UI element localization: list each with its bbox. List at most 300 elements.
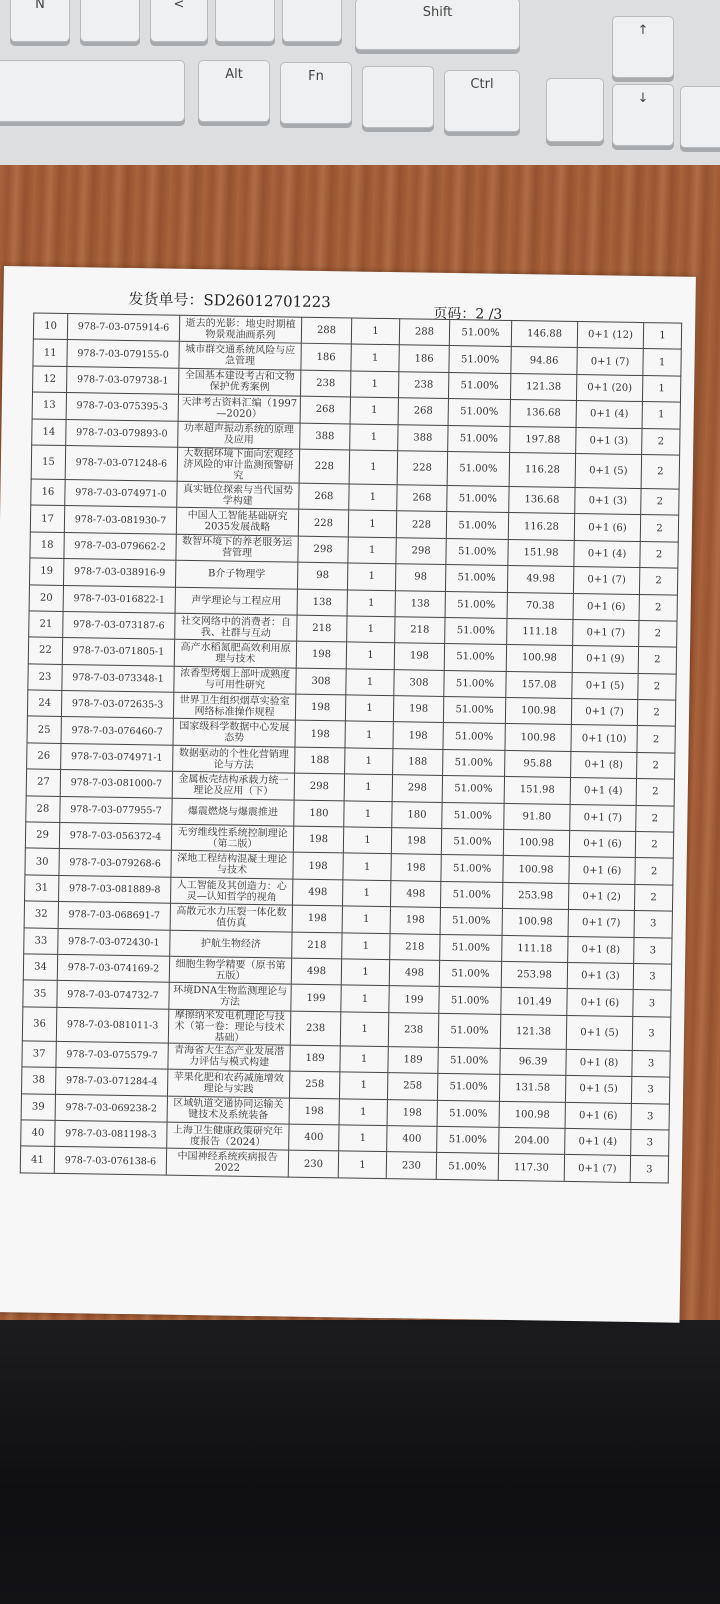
price-cell: 228	[299, 449, 350, 484]
discount-cell: 51.00%	[440, 908, 502, 935]
net-amount-cell: 136.68	[510, 400, 576, 427]
price-cell: 298	[294, 773, 344, 800]
price-cell: 308	[296, 668, 346, 695]
isbn-cell: 978-7-03-074732-7	[57, 981, 169, 1009]
title-cell: 城市群交通系统风险与应急管理	[179, 342, 301, 370]
price-cell: 268	[299, 483, 349, 510]
net-amount-cell: 100.98	[505, 698, 571, 725]
box-cell: 2	[634, 884, 672, 911]
isbn-cell: 978-7-03-056372-4	[59, 822, 171, 850]
isbn-cell: 978-7-03-073187-6	[63, 611, 175, 639]
package-cell: 0+1 (10)	[571, 725, 637, 752]
row-number: 24	[27, 690, 61, 717]
box-cell: 2	[635, 858, 673, 885]
discount-cell: 51.00%	[444, 670, 506, 697]
page-number: 页码：2 /3	[433, 305, 503, 323]
discount-cell: 51.00%	[441, 828, 503, 855]
price-cell: 230	[288, 1150, 338, 1177]
quantity-cell: 1	[345, 748, 393, 775]
title-cell: 苹果化肥和农药减施增效理论与实践	[167, 1069, 289, 1097]
amount-cell: 188	[393, 749, 443, 776]
package-cell: 0+1 (6)	[569, 830, 635, 857]
isbn-cell: 978-7-03-074971-1	[61, 743, 173, 771]
key	[10, 0, 70, 42]
quantity-cell: 1	[348, 510, 396, 537]
quantity-cell: 1	[351, 344, 399, 371]
net-amount-cell: 136.68	[509, 486, 575, 513]
row-number: 36	[22, 1007, 57, 1042]
key-label: ↓	[637, 91, 649, 106]
isbn-cell: 978-7-03-072430-1	[58, 928, 170, 956]
quantity-cell: 1	[346, 642, 394, 669]
price-cell: 198	[295, 694, 345, 721]
quantity-cell: 1	[343, 827, 391, 854]
isbn-cell: 978-7-03-079738-1	[67, 366, 179, 394]
isbn-cell: 978-7-03-079893-0	[66, 419, 178, 447]
isbn-cell: 978-7-03-081000-7	[60, 770, 172, 798]
quantity-cell: 1	[350, 397, 398, 424]
row-number: 23	[28, 664, 62, 691]
key	[355, 0, 520, 50]
amount-cell: 98	[395, 564, 445, 591]
discount-cell: 51.00%	[448, 425, 510, 452]
price-cell: 258	[289, 1071, 339, 1098]
package-cell: 0+1 (7)	[568, 910, 634, 937]
row-number: 34	[23, 954, 57, 981]
dark-floor	[0, 1320, 720, 1604]
title-cell: 深地工程结构混凝土理论与技术	[171, 851, 293, 879]
table-body	[20, 313, 681, 1183]
price-cell: 238	[300, 370, 350, 397]
discount-cell: 51.00%	[446, 512, 508, 539]
row-number: 37	[22, 1041, 56, 1068]
net-amount-cell: 100.98	[503, 829, 569, 856]
box-cell: 2	[638, 673, 676, 700]
package-cell: 0+1 (7)	[577, 348, 643, 375]
row-number: 19	[30, 558, 64, 585]
row-number: 10	[33, 313, 67, 340]
price-cell: 186	[301, 344, 351, 371]
quantity-cell: 1	[345, 695, 393, 722]
box-cell: 1	[643, 323, 681, 350]
price-cell: 98	[297, 562, 347, 589]
title-cell: 浓香型烤烟上部叶成熟度与可用性研究	[174, 666, 296, 694]
isbn-cell: 978-7-03-069238-2	[55, 1094, 167, 1122]
row-number: 32	[24, 901, 58, 928]
amount-cell: 268	[398, 398, 448, 425]
net-amount-cell: 121.38	[500, 1014, 567, 1049]
key	[198, 60, 270, 122]
key-label: Shift	[422, 5, 453, 20]
package-cell: 0+1 (5)	[566, 1015, 633, 1050]
key	[150, 0, 208, 42]
box-cell: 3	[631, 1103, 669, 1130]
package-cell: 0+1 (8)	[571, 751, 637, 778]
amount-cell: 138	[395, 590, 445, 617]
net-amount-cell: 131.58	[499, 1075, 565, 1102]
amount-cell: 186	[399, 345, 449, 372]
quantity-cell: 1	[341, 985, 389, 1012]
net-amount-cell: 146.88	[511, 320, 577, 347]
discount-cell: 51.00%	[445, 565, 507, 592]
package-cell: 0+1 (4)	[570, 778, 636, 805]
key	[215, 0, 275, 42]
amount-cell: 180	[392, 801, 442, 828]
net-amount-cell: 151.98	[504, 777, 570, 804]
amount-cell: 198	[390, 907, 440, 934]
package-cell: 0+1 (7)	[570, 804, 636, 831]
amount-cell: 198	[393, 696, 443, 723]
discount-cell: 51.00%	[437, 1126, 499, 1153]
package-cell: 0+1 (3)	[567, 962, 633, 989]
amount-cell: 498	[390, 880, 440, 907]
discount-cell: 51.00%	[446, 538, 508, 565]
net-amount-cell: 253.98	[501, 961, 567, 988]
price-cell: 198	[292, 905, 342, 932]
row-number: 21	[29, 611, 63, 638]
box-cell: 1	[643, 349, 681, 376]
amount-cell: 308	[394, 669, 444, 696]
box-cell: 2	[639, 568, 677, 595]
shipping-table	[20, 312, 682, 1183]
discount-cell: 51.00%	[439, 960, 501, 987]
box-cell: 2	[642, 428, 680, 455]
title-cell: 逝去的光影：地史时期植物景观油画系列	[179, 315, 301, 343]
title-cell: 环境DNA生物监测理论与方法	[169, 983, 291, 1011]
quantity-cell: 1	[339, 1072, 387, 1099]
box-cell: 3	[631, 1077, 669, 1104]
net-amount-cell: 111.18	[507, 618, 573, 645]
discount-cell: 51.00%	[443, 697, 505, 724]
row-number: 14	[32, 419, 66, 446]
row-number: 25	[27, 716, 61, 743]
box-cell: 2	[636, 779, 674, 806]
isbn-cell: 978-7-03-076460-7	[61, 717, 173, 745]
row-number: 20	[29, 584, 63, 611]
amount-cell: 230	[386, 1152, 436, 1179]
discount-cell: 51.00%	[444, 644, 506, 671]
key	[444, 70, 520, 132]
quantity-cell: 1	[348, 537, 396, 564]
isbn-cell: 978-7-03-081011-3	[56, 1007, 169, 1043]
net-amount-cell: 101.49	[501, 988, 567, 1015]
discount-cell: 51.00%	[448, 372, 510, 399]
box-cell: 2	[639, 620, 677, 647]
title-cell: 爆震燃烧与爆震推进	[172, 798, 294, 826]
key-label: N	[35, 0, 45, 12]
title-cell: 真实链位探索与当代国势学构建	[177, 481, 299, 509]
quantity-cell: 1	[349, 484, 397, 511]
discount-cell: 51.00%	[443, 749, 505, 776]
discount-cell: 51.00%	[443, 723, 505, 750]
package-cell: 0+1 (4)	[574, 540, 640, 567]
discount-cell: 51.00%	[437, 1100, 499, 1127]
box-cell: 2	[641, 454, 680, 489]
isbn-cell: 978-7-03-038916-9	[63, 559, 175, 587]
quantity-cell: 1	[342, 880, 390, 907]
package-cell: 0+1 (8)	[568, 936, 634, 963]
box-cell: 2	[640, 515, 678, 542]
package-cell: 0+1 (5)	[575, 453, 642, 488]
quantity-cell: 1	[350, 424, 398, 451]
row-number: 35	[23, 980, 57, 1007]
net-amount-cell: 49.98	[507, 566, 573, 593]
discount-cell: 51.00%	[447, 451, 510, 486]
amount-cell: 218	[395, 617, 445, 644]
price-cell: 198	[295, 721, 345, 748]
price-cell: 199	[291, 984, 341, 1011]
key-label: <	[173, 0, 185, 12]
key	[546, 78, 604, 142]
amount-cell: 258	[387, 1073, 437, 1100]
quantity-cell: 1	[347, 616, 395, 643]
net-amount-cell: 151.98	[508, 539, 574, 566]
package-cell: 0+1 (20)	[576, 374, 642, 401]
package-cell: 0+1 (5)	[565, 1076, 631, 1103]
discount-cell: 51.00%	[442, 802, 504, 829]
price-cell: 498	[292, 879, 342, 906]
net-amount-cell: 94.86	[511, 347, 577, 374]
row-number: 33	[24, 927, 58, 954]
quantity-cell: 1	[344, 774, 392, 801]
isbn-cell: 978-7-03-081198-3	[55, 1120, 167, 1148]
net-amount-cell: 204.00	[499, 1127, 565, 1154]
box-cell: 3	[632, 1016, 671, 1051]
price-cell: 198	[293, 853, 343, 880]
discount-cell: 51.00%	[441, 855, 503, 882]
quantity-cell: 1	[339, 1098, 387, 1125]
package-cell: 0+1 (4)	[565, 1128, 631, 1155]
title-cell: 人工智能及其创造力：心灵—认知哲学的视角	[171, 877, 293, 905]
net-amount-cell: 100.98	[506, 645, 572, 672]
price-cell: 268	[300, 396, 350, 423]
title-cell: 青海省大生态产业发展潜力评估与模式构建	[168, 1043, 290, 1071]
title-cell: 高散元水力压裂一体化数值仿真	[170, 903, 292, 931]
row-number: 22	[28, 637, 62, 664]
box-cell: 2	[637, 700, 675, 727]
title-cell: 金属板壳结构承载力统一理论及应用（下）	[172, 771, 294, 799]
row-number: 30	[25, 848, 59, 875]
box-cell: 2	[638, 647, 676, 674]
row-number: 38	[22, 1067, 56, 1094]
price-cell: 298	[298, 536, 348, 563]
net-amount-cell: 100.98	[502, 909, 568, 936]
amount-cell: 298	[396, 537, 446, 564]
title-cell: 大数据环境下面向宏观经济风险的审计监测预警研究	[177, 447, 300, 483]
key	[612, 16, 674, 78]
isbn-cell: 978-7-03-071284-4	[56, 1068, 168, 1096]
package-cell: 0+1 (9)	[572, 646, 638, 673]
amount-cell: 198	[391, 828, 441, 855]
net-amount-cell: 116.28	[509, 452, 576, 487]
discount-cell: 51.00%	[449, 320, 511, 347]
price-cell: 198	[293, 826, 343, 853]
package-cell: 0+1 (7)	[564, 1155, 630, 1182]
discount-cell: 51.00%	[445, 591, 507, 618]
quantity-cell: 1	[342, 906, 390, 933]
discount-cell: 51.00%	[448, 399, 510, 426]
box-cell: 2	[639, 594, 677, 621]
title-cell: 护航生物经济	[170, 930, 292, 958]
row-number: 12	[33, 366, 67, 393]
title-cell: 细胞生物学精要（原书第五版）	[169, 956, 291, 984]
discount-cell: 51.00%	[449, 346, 511, 373]
amount-cell: 218	[390, 933, 440, 960]
isbn-cell: 978-7-03-016822-1	[63, 585, 175, 613]
title-cell: 天津考古资料汇编（1997—2020）	[178, 394, 300, 422]
title-cell: 上海卫生健康政策研究年度报告（2024）	[167, 1122, 289, 1150]
package-cell: 0+1 (5)	[572, 672, 638, 699]
discount-cell: 51.00%	[440, 881, 502, 908]
title-cell: B介子物理学	[175, 560, 297, 588]
keyboard	[0, 0, 720, 165]
title-cell: 国家级科学数据中心发展态势	[173, 719, 295, 747]
discount-cell: 51.00%	[437, 1074, 499, 1101]
quantity-cell: 1	[344, 801, 392, 828]
title-cell: 数智环境下的养老服务运营管理	[176, 534, 298, 562]
package-cell: 0+1 (12)	[577, 322, 643, 349]
quantity-cell: 1	[341, 959, 389, 986]
package-cell: 0+1 (2)	[568, 883, 634, 910]
quantity-cell: 1	[338, 1151, 386, 1178]
amount-cell: 228	[396, 511, 446, 538]
box-cell: 3	[632, 1050, 670, 1077]
key	[362, 66, 434, 128]
net-amount-cell: 91.80	[504, 803, 570, 830]
package-cell: 0+1 (3)	[576, 427, 642, 454]
package-cell: 0+1 (6)	[567, 989, 633, 1016]
quantity-cell: 1	[346, 669, 394, 696]
amount-cell: 238	[388, 1012, 439, 1047]
isbn-cell: 978-7-03-079662-2	[64, 532, 176, 560]
price-cell: 400	[289, 1124, 339, 1151]
title-cell: 区域轨道交通协同运输关键技术及系统装备	[167, 1096, 289, 1124]
title-cell: 数据驱动的个性化营销理论与方法	[173, 745, 295, 773]
net-amount-cell: 197.88	[510, 426, 576, 453]
title-cell: 中国神经系统疾病报告2022	[166, 1148, 288, 1176]
row-number: 31	[25, 875, 59, 902]
title-cell: 社交网络中的消费者：自我、社群与互动	[175, 613, 297, 641]
price-cell: 189	[290, 1045, 340, 1072]
title-cell: 功率超声振动系统的原理及应用	[178, 421, 300, 449]
net-amount-cell: 100.98	[505, 724, 571, 751]
price-cell: 228	[298, 510, 348, 537]
isbn-cell: 978-7-03-074971-0	[65, 479, 177, 507]
net-amount-cell: 96.39	[500, 1048, 566, 1075]
order-number: 发货单号：SD26012701223	[128, 289, 331, 312]
package-cell: 0+1 (6)	[565, 1102, 631, 1129]
isbn-cell: 978-7-03-074169-2	[57, 954, 169, 982]
box-cell: 2	[635, 832, 673, 859]
package-cell: 0+1 (6)	[574, 514, 640, 541]
title-cell: 摩擦纳米发电机理论与技术（第一卷：理论与技术基础）	[168, 1009, 291, 1045]
isbn-cell: 978-7-03-072635-3	[61, 691, 173, 719]
quantity-cell: 1	[340, 1046, 388, 1073]
title-cell: 中国人工智能基础研究2035发展战略	[176, 508, 298, 536]
amount-cell: 298	[392, 775, 442, 802]
isbn-cell: 978-7-03-075579-7	[56, 1041, 168, 1069]
price-cell: 498	[291, 958, 341, 985]
row-number: 27	[26, 769, 60, 796]
net-amount-cell: 111.18	[502, 935, 568, 962]
box-cell: 3	[634, 937, 672, 964]
isbn-cell: 978-7-03-071248-6	[65, 445, 178, 481]
key	[280, 62, 352, 124]
package-cell: 0+1 (6)	[573, 593, 639, 620]
row-number: 15	[31, 445, 66, 480]
amount-cell: 198	[394, 643, 444, 670]
box-cell: 3	[633, 990, 671, 1017]
package-cell: 0+1 (3)	[575, 487, 641, 514]
isbn-cell: 978-7-03-068691-7	[58, 902, 170, 930]
quantity-cell: 1	[347, 589, 395, 616]
row-number: 11	[33, 339, 67, 366]
net-amount-cell: 70.38	[507, 592, 573, 619]
quantity-cell: 1	[339, 1125, 387, 1152]
box-cell: 3	[633, 963, 671, 990]
net-amount-cell: 121.38	[510, 373, 576, 400]
price-cell: 238	[290, 1011, 341, 1046]
net-amount-cell: 95.88	[505, 750, 571, 777]
amount-cell: 498	[389, 960, 439, 987]
box-cell: 3	[631, 1129, 669, 1156]
box-cell: 2	[636, 805, 674, 832]
net-amount-cell: 100.98	[503, 856, 569, 883]
amount-cell: 288	[399, 319, 449, 346]
box-cell: 2	[640, 541, 678, 568]
quantity-cell: 1	[349, 450, 398, 485]
quantity-cell: 1	[342, 932, 390, 959]
package-cell: 0+1 (7)	[573, 619, 639, 646]
key-label: Ctrl	[470, 77, 494, 92]
price-cell: 218	[297, 615, 347, 642]
row-number: 28	[26, 796, 60, 823]
key-label: Fn	[308, 69, 324, 84]
isbn-cell: 978-7-03-079155-0	[67, 340, 179, 368]
key-label: ↑	[637, 23, 649, 38]
amount-cell: 238	[398, 371, 448, 398]
key	[612, 84, 674, 146]
row-number: 41	[20, 1146, 54, 1173]
price-cell: 188	[295, 747, 345, 774]
price-cell: 198	[296, 641, 346, 668]
price-cell: 138	[297, 589, 347, 616]
row-number: 29	[25, 822, 59, 849]
isbn-cell: 978-7-03-075914-6	[67, 314, 179, 342]
discount-cell: 51.00%	[439, 987, 501, 1014]
isbn-cell: 978-7-03-077955-7	[60, 796, 172, 824]
key	[0, 60, 185, 122]
title-cell: 世界卫生组织烟草实验室网络标准操作规程	[173, 692, 295, 720]
net-amount-cell: 117.30	[498, 1154, 564, 1181]
amount-cell: 268	[397, 485, 447, 512]
net-amount-cell: 100.98	[499, 1101, 565, 1128]
quantity-cell: 1	[347, 563, 395, 590]
amount-cell: 388	[398, 424, 448, 451]
isbn-cell: 978-7-03-071805-1	[62, 638, 174, 666]
box-cell: 1	[642, 402, 680, 429]
discount-cell: 51.00%	[436, 1153, 498, 1180]
key	[680, 86, 720, 148]
isbn-cell: 978-7-03-076138-6	[54, 1147, 166, 1175]
key-label: Alt	[225, 67, 243, 82]
shipping-list-sheet	[0, 266, 696, 1323]
box-cell: 2	[637, 752, 675, 779]
row-number: 40	[21, 1120, 55, 1147]
key	[282, 0, 342, 42]
discount-cell: 51.00%	[442, 776, 504, 803]
net-amount-cell: 116.28	[508, 513, 574, 540]
